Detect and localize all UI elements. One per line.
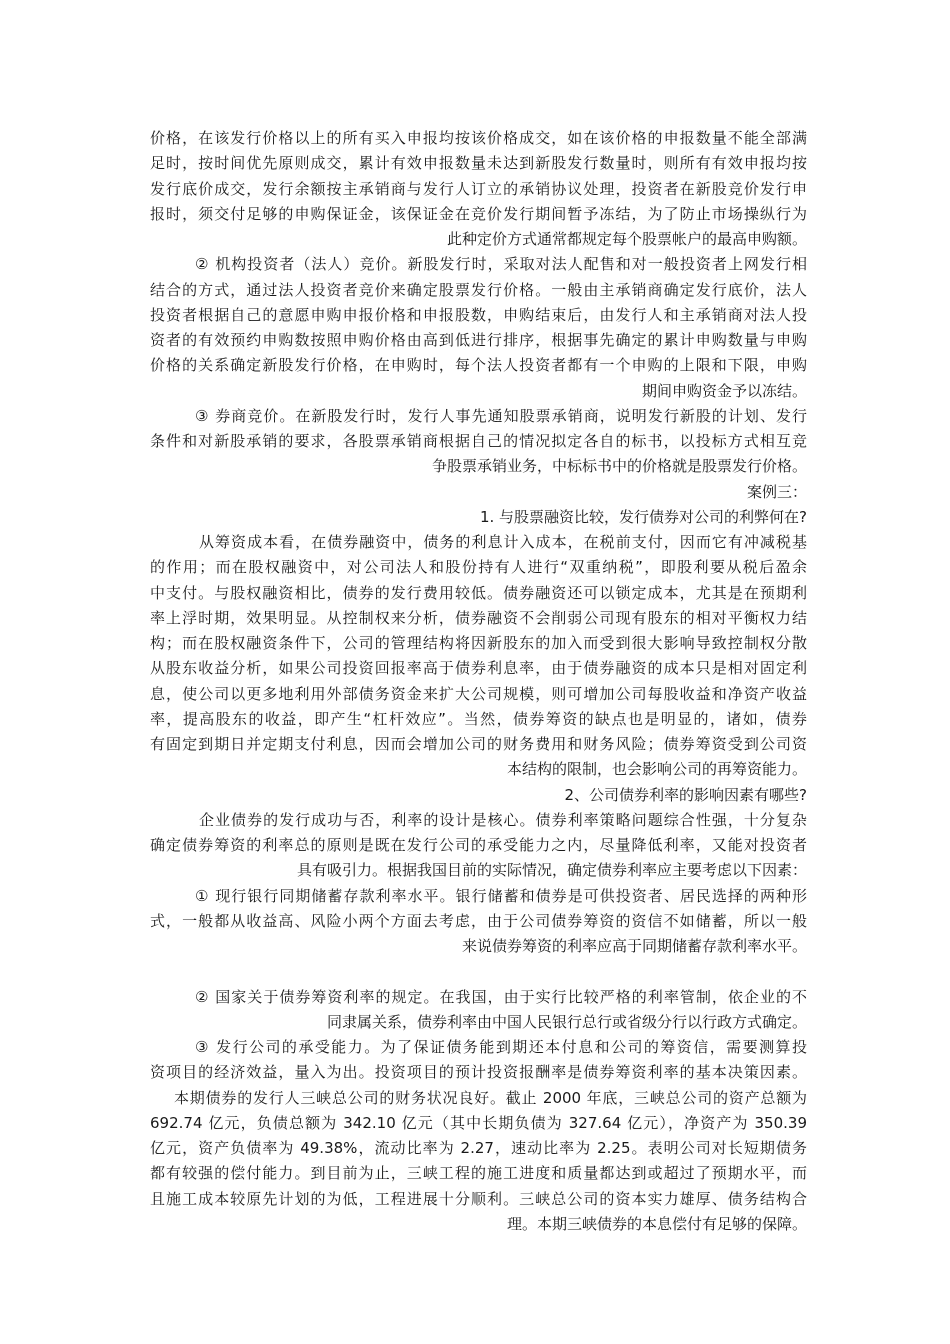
text-line: 且施工成本较原先计划的为低，工程进展十分顺利。三峡总公司的资本实力雄厚、债务结构合 — [150, 1190, 807, 1208]
text-line: 的作用；而在股权融资中，对公司法人和股份持有人进行“双重纳税”，即股利要从税后盈余 — [150, 558, 807, 576]
text-line: 具有吸引力。根据我国目前的实际情况，确定债券利率应主要考虑以下因素： — [296, 861, 807, 879]
paragraph-start: 本期债券的发行人三峡总公司的财务状况良好。截止 2000 年底，三峡总公司的资产总额为 — [174, 1089, 807, 1107]
paragraph-start: 从筹资成本看，在债券融资中，债务的利息计入成本，在税前支付，因而它有冲减税基 — [199, 533, 807, 551]
text-line: 此种定价方式通常都规定每个股票帐户的最高申购额。 — [446, 230, 807, 248]
paragraph-start: ② 机构投资者（法人）竞价。新股发行时，采取对法人配售和对一般投资者上网发行相 — [195, 255, 807, 273]
text-line: 争股票承销业务，中标标书中的价格就是股票发行价格。 — [431, 457, 807, 475]
text-line: 式，一般都从收益高、风险小两个方面去考虑，由于公司债券筹资的资信不如储蓄，所以一般 — [150, 912, 807, 930]
text-line: 构；而在股权融资条件下，公司的管理结构将因新股东的加入而受到很大影响导致控制权分散 — [150, 634, 807, 652]
paragraph-start: ③ 券商竞价。在新股发行时，发行人事先通知股票承销商，说明发行新股的计划、发行 — [195, 407, 807, 425]
text-line: 率，提高股东的收益，即产生“杠杆效应”。当然，债券筹资的缺点也是明显的，诸如，债券 — [150, 710, 807, 728]
paragraph-start: ③ 发行公司的承受能力。为了保证债务能到期还本付息和公司的筹资信，需要测算投 — [195, 1038, 807, 1056]
paragraph-start: ② 国家关于债券筹资利率的规定。在我国，由于实行比较严格的利率管制，依企业的不 — [195, 988, 807, 1006]
paragraph-start: 企业债券的发行成功与否，利率的设计是核心。债券利率策略问题综合性强，十分复杂 — [199, 811, 807, 829]
question-heading: 2、公司债券利率的影响因素有哪些? — [564, 786, 807, 804]
text-line: 条件和对新股承销的要求，各股票承销商根据自己的情况拟定各自的标书，以投标方式相互竞 — [150, 432, 807, 450]
text-line: 都有较强的偿付能力。到目前为止，三峡工程的施工进度和质量都达到或超过了预期水平，而 — [150, 1164, 807, 1182]
text-line: 价格的关系确定新股发行价格，在申购时，每个法人投资者都有一个申购的上限和下限，申购 — [150, 356, 807, 374]
text-line: 有固定到期日并定期支付利息，因而会增加公司的财务费用和财务风险；债券筹资受到公司资 — [150, 735, 807, 753]
text-line: 理。本期三峡债券的本息偿付有足够的保障。 — [506, 1215, 807, 1233]
text-line: 价格，在该发行价格以上的所有买入申报均按该价格成交，如在该价格的申报数量不能全部满 — [150, 129, 807, 147]
text-line: 报时，须交付足够的申购保证金，该保证金在竞价发行期间暂予冻结，为了防止市场操纵行为 — [150, 205, 807, 223]
paragraph-start: ① 现行银行同期储蓄存款利率水平。银行储蓄和债券是可供投资者、居民选择的两种形 — [195, 887, 807, 905]
text-line: 来说债券筹资的利率应高于同期储蓄存款利率水平。 — [461, 937, 807, 955]
text-line: 资者的有效预约申购数按照申购价格由高到低进行排序，根据事先确定的累计申购数量与申购 — [150, 331, 807, 349]
text-line: 资项目的经济效益，量入为出。投资项目的预计投资报酬率是债券筹资利率的基本决策因素。 — [150, 1063, 807, 1081]
text-line: 中支付。与股权融资相比，债券的发行费用较低。债券融资还可以锁定成本，尤其是在预期利 — [150, 584, 807, 602]
text-line: 从股东收益分析，如果公司投资回报率高于债券利息率，由于债券融资的成本只是相对固定利 — [150, 659, 807, 677]
text-line: 率上浮时期，效果明显。从控制权来分析，债券融资不会削弱公司现有股东的相对平衡权力结 — [150, 609, 807, 627]
text-line: 投资者根据自己的意愿申购申报价格和申报股数，申购结束后，由发行人和主承销商对法人投 — [150, 306, 807, 324]
text-line: 亿元，资产负债率为 49.38%，流动比率为 2.27，速动比率为 2.25。表明公司对长短期债务 — [150, 1139, 807, 1157]
text-line: 692.74 亿元，负债总额为 342.10 亿元（其中长期负债为 327.64 亿元），净资产为 350.39 — [150, 1114, 807, 1132]
text-line: 本结构的限制，也会影响公司的再筹资能力。 — [506, 760, 807, 778]
case-heading: 案例三： — [746, 483, 807, 501]
text-line: 结合的方式，通过法人投资者竞价来确定股票发行价格。一般由主承销商确定发行底价，法人 — [150, 281, 807, 299]
text-line: 息，使公司以更多地利用外部债务资金来扩大公司规模，则可增加公司每股收益和净资产收益 — [150, 685, 807, 703]
text-line: 发行底价成交，发行余额按主承销商与发行人订立的承销协议处理，投资者在新股竞价发行申 — [150, 180, 807, 198]
question-heading: 1. 与股票融资比较，发行债券对公司的利弊何在? — [479, 508, 807, 526]
text-line: 期间申购资金予以冻结。 — [641, 382, 807, 400]
text-line: 足时，按时间优先原则成交，累计有效申报数量未达到新股发行数量时，则所有有效申报均按 — [150, 154, 807, 172]
text-line: 同隶属关系，债券利率由中国人民银行总行或省级分行以行政方式确定。 — [326, 1013, 807, 1031]
text-line: 确定债券筹资的利率总的原则是既在发行公司的承受能力之内，尽量降低利率，又能对投资者 — [150, 836, 807, 854]
